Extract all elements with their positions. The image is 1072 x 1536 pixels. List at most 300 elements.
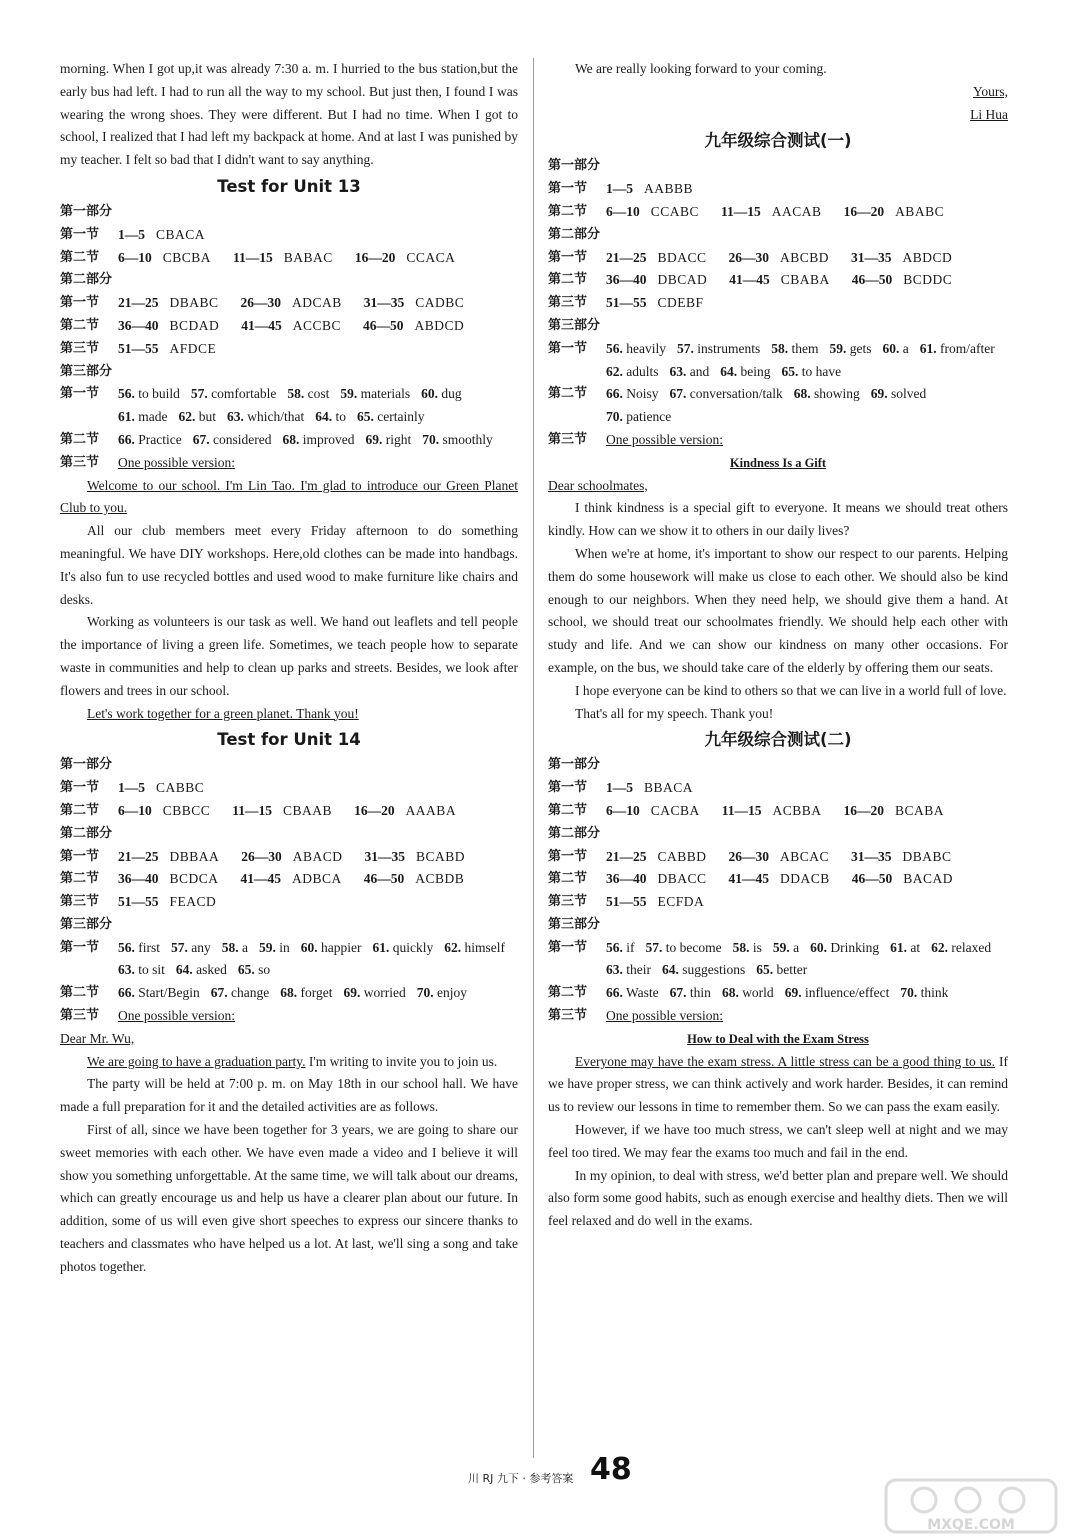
answer-letters: CBCBA — [162, 249, 212, 265]
answer-group — [851, 247, 952, 270]
fill-row: 第二节 66. Practice 67. considered 68. improved 69. right 70. smoothly — [60, 429, 518, 452]
test1-part3: 第三部分 — [548, 317, 601, 333]
question-range: 41—45 — [240, 871, 282, 887]
item-answer: to sit — [138, 962, 165, 978]
answer-group — [606, 800, 700, 823]
question-range: 31—35 — [851, 249, 892, 265]
test2-part3: 第三部分 — [548, 916, 601, 932]
answer-groups — [606, 846, 1008, 869]
letter-closing: Yours, — [972, 83, 1008, 99]
left-column — [60, 58, 518, 1279]
answer-letters: ACCBC — [292, 317, 342, 333]
answer-letters: CBAAB — [283, 802, 333, 818]
answer-letters: BCDCA — [169, 871, 219, 887]
answer-group — [118, 891, 216, 914]
item-number: 59. — [772, 939, 790, 955]
item-number: 70. — [900, 985, 918, 1001]
answer-groups — [118, 777, 518, 800]
fill-item — [662, 959, 745, 982]
item-answer: comfortable — [211, 386, 277, 402]
question-range: 41—45 — [241, 317, 282, 333]
item-number: 68. — [721, 985, 739, 1001]
answer-row: 第二节 6—10 CACBA 11—15 ACBBA 16—20 BCABA — [548, 800, 1008, 823]
fill-item — [920, 338, 995, 361]
essay-paragraph: I think kindness is a special gift to everyone. It means we should treat others kindly. How can we show it to others in our daily lives? — [548, 500, 1008, 539]
unit13-part3: 第三部分 — [60, 363, 113, 379]
answer-group — [118, 338, 216, 361]
question-range: 21—25 — [118, 295, 159, 311]
fill-row: 第二节 66. Noisy 67. conversation/talk 68. showing 69. solved70. patience — [548, 383, 1008, 429]
fill-row: 第一节 56. first 57. any 58. a 59. in 60. happier 61. quickly 62. himself63. to sit 64. asked 65. so — [60, 937, 518, 983]
item-answer: showing — [814, 386, 860, 402]
answer-group — [232, 800, 332, 823]
fill-item — [883, 338, 909, 361]
fill-items — [118, 937, 518, 983]
fill-item — [118, 383, 180, 406]
fill-item — [259, 937, 290, 960]
answer-row: 第二节 6—10 CBBCC 11—15 CBAAB 16—20 AAABA — [60, 800, 518, 823]
fill-item — [280, 982, 332, 1005]
answer-row: 第二节 36—40 BCDCA 41—45 ADBCA 46—50 ACBDB — [60, 868, 518, 891]
answer-letters: CDEBF — [657, 295, 704, 311]
answer-letters: ABABC — [895, 203, 945, 219]
intro-paragraph: morning. When I got up,it was already 7:30 a. m. I hurried to the bus station,but the early bus had left. I had to run all the way to my school. But just then, I found I was wearing the wrong shoes. They were different. But I had no time. When I got to school, I realized that I had left my backpack at home. And at last I was punished by my teacher. I felt so bad that I didn't want to say anything. — [60, 61, 518, 168]
answer-group — [729, 269, 830, 292]
answer-group — [721, 201, 822, 224]
fill-item — [606, 937, 635, 960]
item-number: 68. — [793, 386, 811, 402]
answer-letters: ABDCD — [414, 317, 465, 333]
answer-group — [606, 777, 693, 800]
letter-greeting: Dear Mr. Wu, — [60, 1030, 135, 1046]
item-number: 69. — [784, 985, 802, 1001]
question-range: 21—25 — [606, 249, 647, 265]
answer-letters: CACBA — [650, 802, 700, 818]
answer-letters: DBABC — [902, 848, 952, 864]
answer-row: 第一节 21—25 CABBD 26—30 ABCAC 31—35 DBABC — [548, 846, 1008, 869]
item-number: 66. — [118, 985, 135, 1001]
question-range: 51—55 — [606, 894, 647, 910]
answer-letters: BDACC — [657, 249, 707, 265]
question-range: 31—35 — [851, 848, 892, 864]
fill-item — [238, 959, 270, 982]
answer-letters: ABCAC — [780, 848, 830, 864]
answer-letters: CCABC — [650, 203, 700, 219]
answer-groups — [118, 338, 518, 361]
answer-group — [241, 315, 341, 338]
fill-item — [118, 959, 165, 982]
answer-letters: ADBCA — [292, 871, 342, 887]
writing-row: 第三节 One possible version: — [548, 1008, 723, 1024]
item-answer: gets — [849, 340, 872, 356]
answer-letters: BBACA — [644, 780, 694, 796]
answer-group — [241, 292, 342, 315]
item-number: 61. — [372, 939, 390, 955]
answer-group — [606, 846, 707, 869]
fill-item — [193, 429, 272, 452]
fill-item — [733, 937, 762, 960]
answer-letters: ACBDB — [415, 871, 465, 887]
answer-groups — [606, 269, 1008, 292]
answer-letters: CADBC — [415, 295, 465, 311]
item-number: 70. — [606, 409, 623, 425]
essay-title: How to Deal with the Exam Stress — [687, 1031, 869, 1046]
question-range: 6—10 — [118, 249, 152, 265]
item-number: 58. — [732, 939, 750, 955]
item-answer: which/that — [247, 409, 305, 425]
item-number: 57. — [190, 386, 208, 402]
item-answer: world — [742, 985, 774, 1001]
item-answer: in — [279, 939, 290, 955]
unit14-part3: 第三部分 — [60, 916, 113, 932]
fill-item — [343, 982, 405, 1005]
item-answer: Start/Begin — [138, 985, 200, 1001]
right-column — [548, 58, 1008, 1233]
item-number: 57. — [171, 939, 188, 955]
answer-letters: DDACB — [780, 871, 830, 887]
answer-groups — [118, 800, 518, 823]
answer-group — [365, 846, 466, 869]
item-number: 70. — [422, 431, 440, 447]
item-answer: heavily — [626, 340, 666, 356]
item-number: 64. — [720, 363, 738, 379]
answer-group — [118, 292, 219, 315]
question-range: 46—50 — [851, 272, 893, 288]
answer-group — [241, 846, 342, 869]
question-range: 16—20 — [843, 802, 885, 818]
answer-letters: FEACD — [169, 894, 217, 910]
answer-group — [606, 891, 704, 914]
essay-paragraph: Working as volunteers is our task as well. We hand out leaflets and tell people the importance of living a green life. Sometimes, we teach people how to separate waste in communities and help to clean up parks and streets. Besides, we look after flowers and trees in our school. — [60, 614, 518, 698]
answer-group — [364, 292, 465, 315]
answer-row: 第二节 6—10 CCABC 11—15 AACAB 16—20 ABABC — [548, 201, 1008, 224]
fill-item — [794, 383, 860, 406]
item-number: 64. — [662, 962, 679, 978]
answer-row: 第三节 51—55 ECFDA — [548, 891, 1008, 914]
answer-group — [118, 247, 211, 270]
question-range: 41—45 — [729, 272, 770, 288]
fill-items — [118, 383, 518, 429]
item-number: 66. — [606, 386, 623, 402]
unit14-part2: 第二部分 — [60, 825, 113, 841]
item-answer: Noisy — [626, 386, 659, 402]
fill-item — [871, 383, 927, 406]
item-number: 67. — [669, 985, 687, 1001]
answer-group — [118, 777, 204, 800]
item-answer: so — [258, 962, 271, 978]
fill-item — [191, 383, 276, 406]
answer-row: 第三节 51—55 CDEBF — [548, 292, 1008, 315]
essay-paragraph: In my opinion, to deal with stress, we'd better plan and prepare well. We should also form some good habits, such as enough exercise and healthy diets. Then we will feel relaxed and do well in the exams. — [548, 1167, 1008, 1229]
answer-letters: CBBCC — [162, 802, 211, 818]
test1-part1: 第一部分 — [548, 158, 601, 174]
page-number: 48 — [590, 1452, 632, 1487]
item-number: 69. — [365, 431, 383, 447]
item-number: 58. — [771, 340, 789, 356]
item-answer: them — [791, 340, 819, 356]
answer-letters: DBABC — [169, 295, 219, 311]
answer-groups — [118, 247, 518, 270]
essay-paragraph: That's all for my speech. Thank you! — [575, 705, 774, 721]
question-range: 16—20 — [354, 802, 395, 818]
fill-item — [606, 383, 659, 406]
answer-group — [606, 201, 699, 224]
fill-item — [227, 406, 304, 429]
answer-row: 第三节 51—55 AFDCE — [60, 338, 518, 361]
answer-groups — [606, 891, 1008, 914]
question-range: 46—50 — [363, 871, 405, 887]
answer-group — [606, 269, 707, 292]
answer-group — [363, 315, 464, 338]
item-answer: Drinking — [830, 939, 880, 955]
item-answer: considered — [212, 431, 272, 447]
fill-row: 第一节 56. heavily 57. instruments 58. them 59. gets 60. a 61. from/after62. adults 63. and 64. being 65. to have — [548, 338, 1008, 384]
item-number: 58. — [221, 939, 239, 955]
answer-letters: BABAC — [283, 249, 333, 265]
answer-row: 第二节 36—40 BCDAD 41—45 ACCBC 46—50 ABDCD — [60, 315, 518, 338]
fill-item — [444, 937, 505, 960]
item-number: 59. — [259, 939, 276, 955]
question-range: 31—35 — [363, 295, 405, 311]
answer-letters: DBBAA — [169, 848, 220, 864]
question-range: 1—5 — [118, 226, 145, 242]
answer-group — [118, 224, 205, 247]
item-answer: happier — [321, 939, 362, 955]
question-range: 36—40 — [118, 871, 159, 887]
test2-part2: 第二部分 — [548, 825, 601, 841]
answer-letters: AFDCE — [169, 340, 217, 356]
essay-paragraph: When we're at home, it's important to show our respect to our parents. Helping them do some housework will make us close to each other. We should also be kind enough to our neighbors. When they need help, we should give them a hand. At school, we should treat our schoolmates friendly. We should help each other with study and life. And we can show our kindness on many other occasions. For example, on the bus, we should take care of the elderly by offering them our seats. — [548, 545, 1008, 675]
question-range: 46—50 — [363, 317, 404, 333]
fill-item — [357, 406, 424, 429]
answer-letters: BCDDC — [903, 272, 953, 288]
fill-items — [118, 429, 518, 452]
answer-row: 第二节 36—40 DBCAD 41—45 CBABA 46—50 BCDDC — [548, 269, 1008, 292]
answer-letters: CCACA — [406, 249, 456, 265]
item-answer: certainly — [377, 409, 425, 425]
item-answer: to become — [665, 939, 722, 955]
question-range: 36—40 — [118, 317, 159, 333]
fill-item — [421, 383, 462, 406]
answer-group — [354, 800, 456, 823]
item-number: 59. — [829, 340, 847, 356]
essay-paragraph: All our club members meet every Friday afternoon to do something meaningful. We have DIY workshops. Here,old clothes can be made into handbags. It's also fun to use recycled bottles and used wood to make furniture like chairs and desks. — [60, 523, 518, 607]
fill-item — [171, 937, 211, 960]
answer-row: 第一节 21—25 BDACC 26—30 ABCBD 31—35 ABDCD — [548, 247, 1008, 270]
item-answer: thin — [689, 985, 711, 1001]
question-range: 26—30 — [728, 249, 770, 265]
unit13-part1: 第一部分 — [60, 203, 113, 219]
answer-row: 第一节 21—25 DBABC 26—30 ADCAB 31—35 CADBC — [60, 292, 518, 315]
answer-letters: CABBC — [156, 780, 205, 796]
essay-paragraph: The party will be held at 7:00 p. m. on May 18th in our school hall. We have made a full preparation for it and the detailed activities are as follows. — [60, 1076, 518, 1115]
item-number: 57. — [677, 340, 694, 356]
fill-item — [890, 937, 920, 960]
test2-title: 九年级综合测试(二) — [704, 730, 852, 750]
answer-letters: CBACA — [156, 226, 206, 242]
item-answer: first — [138, 939, 160, 955]
question-range: 1—5 — [606, 780, 633, 796]
watermark-text: MXQE.COM — [927, 1517, 1015, 1533]
answer-group — [844, 201, 945, 224]
item-number: 68. — [280, 985, 298, 1001]
item-answer: their — [626, 962, 651, 978]
item-number: 64. — [175, 962, 193, 978]
answer-group — [233, 247, 333, 270]
item-answer: suggestions — [682, 962, 746, 978]
item-number: 67. — [192, 431, 210, 447]
letter-greeting: Dear schoolmates, — [548, 477, 648, 493]
item-number: 70. — [416, 985, 434, 1001]
answer-row: 第三节 51—55 FEACD — [60, 891, 518, 914]
item-number: 63. — [118, 962, 135, 978]
footer-label: 川 RJ 九下 · 参考答案 — [468, 1472, 574, 1485]
answer-group — [852, 868, 953, 891]
question-range: 26—30 — [241, 848, 282, 864]
question-range: 16—20 — [843, 203, 885, 219]
answer-letters: BCABD — [416, 848, 466, 864]
answer-groups — [606, 247, 1008, 270]
watermark-logo — [884, 1478, 1058, 1534]
item-number: 58. — [287, 386, 305, 402]
fill-item — [782, 361, 842, 384]
item-answer: being — [740, 363, 771, 379]
answer-group — [852, 269, 953, 292]
question-range: 1—5 — [118, 780, 145, 796]
fill-item — [670, 361, 710, 384]
answer-letters: ADCAB — [292, 295, 342, 311]
item-number: 65. — [237, 962, 255, 978]
fill-item — [606, 361, 659, 384]
item-number: 62. — [606, 363, 623, 379]
essay-paragraph: Let's work together for a green planet. Thank you! — [87, 705, 359, 721]
item-number: 60. — [810, 939, 827, 955]
item-number: 64. — [315, 409, 333, 425]
answer-row: 第一节 1—5 BBACA — [548, 777, 1008, 800]
item-answer: cost — [307, 386, 330, 402]
fill-item — [211, 982, 269, 1005]
answer-group — [241, 868, 342, 891]
item-answer: a — [793, 939, 800, 955]
question-range: 36—40 — [606, 871, 647, 887]
item-answer: enjoy — [436, 985, 467, 1001]
question-range: 51—55 — [118, 894, 159, 910]
fill-item — [931, 937, 991, 960]
item-answer: instruments — [697, 340, 761, 356]
column-divider — [533, 58, 534, 1458]
answer-group — [844, 800, 945, 823]
question-range: 1—5 — [606, 181, 633, 197]
answer-group — [118, 868, 219, 891]
item-answer: relaxed — [951, 939, 992, 955]
question-range: 21—25 — [118, 848, 159, 864]
writing-row: 第三节 One possible version: — [548, 431, 723, 447]
answer-groups — [118, 292, 518, 315]
answer-groups — [118, 846, 518, 869]
answer-groups — [118, 891, 518, 914]
fill-item — [118, 982, 200, 1005]
item-answer: but — [198, 409, 217, 425]
question-range: 21—25 — [606, 848, 647, 864]
question-range: 6—10 — [118, 802, 152, 818]
fill-items — [606, 383, 1008, 429]
item-answer: adults — [626, 363, 659, 379]
fill-item — [118, 937, 160, 960]
fill-item — [282, 429, 354, 452]
fill-item — [179, 406, 217, 429]
essay-paragraph: We are going to have a graduation party. I'm writing to invite you to join us. — [87, 1053, 498, 1069]
essay-paragraph: First of all, since we have been together for 3 years, we are going to share our sweet memories with each other. We have even made a video and I believe it will show you something unforgettable. At the same time, we will talk about our dreams, which can greatly encourage us and help us have a clearer plan about our future. In addition, some of us will even give short speeches to express our sincere thanks to teachers and classmates who have helped us a lot. At last, we'll sing a song and take photos together. — [60, 1122, 518, 1274]
essay-paragraph: However, if we have too much stress, we can't sleep well at night and we may feel too tired. We may fear the exams too much and fail in the end. — [548, 1122, 1008, 1160]
item-number: 69. — [343, 985, 361, 1001]
fill-item — [773, 937, 799, 960]
fill-item — [365, 429, 411, 452]
fill-item — [118, 406, 168, 429]
item-answer: solved — [891, 386, 927, 402]
question-range: 36—40 — [606, 272, 647, 288]
item-answer: made — [138, 409, 168, 425]
fill-item — [785, 982, 890, 1005]
answer-letters: CABBD — [657, 848, 707, 864]
writing-row: 第三节 One possible version: — [60, 454, 235, 470]
fill-item — [900, 982, 948, 1005]
answer-group — [364, 868, 465, 891]
fill-item — [176, 959, 227, 982]
answer-groups — [118, 868, 518, 891]
fill-row: 第一节 56. if 57. to become 58. is 59. a 60. Drinking 61. at 62. relaxed63. their 64. suggestions 65. better — [548, 937, 1008, 983]
item-number: 67. — [210, 985, 228, 1001]
item-answer: think — [920, 985, 949, 1001]
item-number: 62. — [931, 939, 948, 955]
answer-row: 第二节 36—40 DBACC 41—45 DDACB 46—50 BACAD — [548, 868, 1008, 891]
fill-item — [287, 383, 329, 406]
answer-row: 第二节 6—10 CBCBA 11—15 BABAC 16—20 CCACA — [60, 247, 518, 270]
question-range: 46—50 — [851, 871, 893, 887]
answer-letters: ECFDA — [657, 894, 705, 910]
item-answer: any — [191, 939, 211, 955]
answer-group — [118, 315, 219, 338]
item-answer: conversation/talk — [689, 386, 783, 402]
question-range: 11—15 — [721, 203, 761, 219]
test2-part1: 第一部分 — [548, 757, 601, 773]
item-answer: patience — [626, 409, 672, 425]
item-answer: materials — [360, 386, 411, 402]
answer-groups — [606, 868, 1008, 891]
fill-item — [422, 429, 493, 452]
answer-groups — [118, 315, 518, 338]
item-number: 56. — [606, 340, 623, 356]
item-answer: himself — [464, 939, 505, 955]
answer-row: 第一节 1—5 CBACA — [60, 224, 518, 247]
fill-items — [606, 982, 1008, 1005]
essay-title: Kindness Is a Gift — [729, 455, 827, 470]
item-answer: influence/effect — [804, 985, 890, 1001]
question-range: 11—15 — [721, 802, 762, 818]
answer-letters: AACAB — [771, 203, 822, 219]
answer-letters: CBABA — [780, 272, 830, 288]
answer-letters: DBCAD — [657, 272, 708, 288]
item-number: 67. — [669, 386, 687, 402]
item-number: 60. — [882, 340, 900, 356]
answer-group — [606, 868, 707, 891]
item-number: 61. — [118, 409, 135, 425]
item-answer: if — [626, 939, 635, 955]
fill-row: 第二节 66. Start/Begin 67. change 68. forget 69. worried 70. enjoy — [60, 982, 518, 1005]
question-range: 26—30 — [240, 295, 282, 311]
fill-items — [606, 338, 1008, 384]
answer-letters: BACAD — [903, 871, 954, 887]
item-number: 69. — [870, 386, 888, 402]
